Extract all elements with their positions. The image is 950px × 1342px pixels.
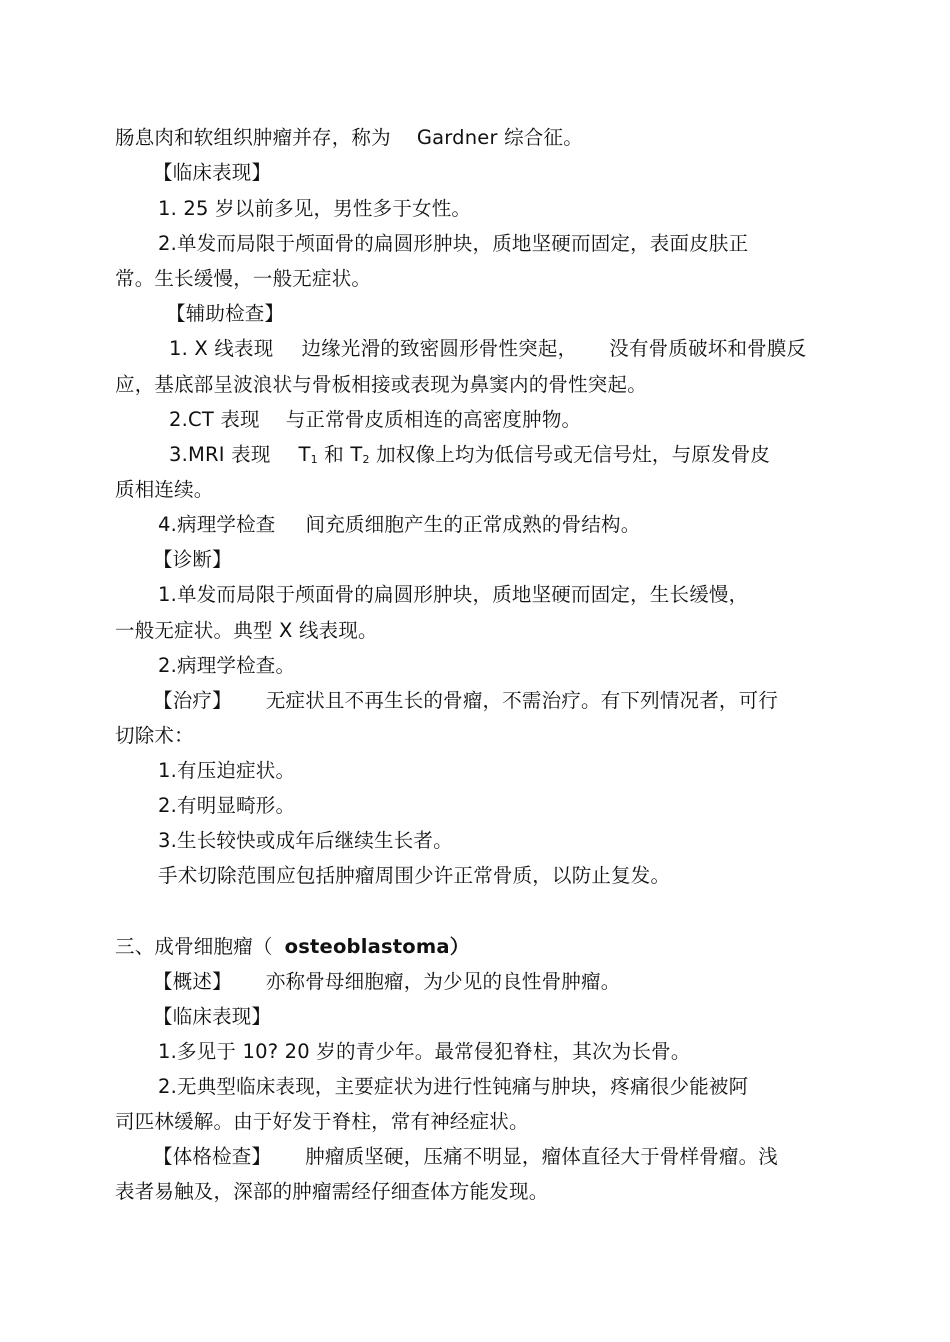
text-line: 手术切除范围应包括肿瘤周围少许正常骨质，以防止复发。 [158, 864, 671, 887]
list-item: 1. X 线表现 边缘光滑的致密圆形骨性突起， 没有骨质破坏和骨膜反 [169, 337, 807, 360]
text-line: 肠息肉和软组织肿瘤并存，称为 Gardner 综合征。 [115, 126, 583, 149]
list-item: 1.有压迫症状。 [158, 759, 296, 782]
section-heading-treatment: 【治疗】 无症状且不再生长的骨瘤，不需治疗。有下列情况者，可行 [153, 689, 779, 712]
list-item: 2.单发而局限于颅面骨的扁圆形肿块，质地坚硬而固定，表面皮肤正 [158, 232, 749, 255]
text-line: 质相连续。 [115, 478, 214, 501]
text-line: 司匹林缓解。由于好发于脊柱，常有神经症状。 [115, 1110, 529, 1133]
list-item: 4.病理学检查 间充质细胞产生的正常成熟的骨结构。 [158, 513, 641, 536]
list-item: 2.CT 表现 与正常骨皮质相连的高密度肿物。 [169, 408, 582, 431]
list-item: 2.病理学检查。 [158, 654, 296, 677]
section-heading-auxiliary: 【辅助检查】 [166, 302, 285, 325]
chapter-heading: 三、成骨细胞瘤（ osteoblastoma） [115, 935, 470, 958]
list-item: 1. 25 岁以前多见，男性多于女性。 [158, 197, 472, 220]
list-item: 1.多见于 10? 20 岁的青少年。最常侵犯脊柱，其次为长骨。 [158, 1040, 691, 1063]
text-line: 常。生长缓慢，一般无症状。 [115, 267, 372, 290]
text-line: 应，基底部呈波浪状与骨板相接或表现为鼻窦内的骨性突起。 [115, 373, 647, 396]
text-line: 一般无症状。典型 X 线表现。 [115, 619, 378, 642]
section-heading-clinical: 【临床表现】 [153, 1005, 272, 1028]
text-line: 切除术： [115, 724, 194, 747]
text-line: 表者易触及，深部的肿瘤需经仔细查体方能发现。 [115, 1180, 549, 1203]
section-heading-overview: 【概述】 亦称骨母细胞瘤，为少见的良性骨肿瘤。 [153, 970, 621, 993]
list-item: 1.单发而局限于颅面骨的扁圆形肿块，质地坚硬而固定，生长缓慢， [158, 583, 749, 606]
list-item: 2.有明显畸形。 [158, 794, 296, 817]
section-heading-physical-exam: 【体格检查】 肿瘤质坚硬，压痛不明显，瘤体直径大于骨样骨瘤。浅 [153, 1145, 779, 1168]
list-item: 2.无典型临床表现，主要症状为进行性钝痛与肿块，疼痛很少能被阿 [158, 1075, 749, 1098]
list-item: 3.生长较快或成年后继续生长者。 [158, 829, 453, 852]
list-item: 3.MRI 表现 T1 和 T2 加权像上均为低信号或无信号灶，与原发骨皮 [169, 443, 771, 466]
section-heading-clinical: 【临床表现】 [153, 161, 272, 184]
section-heading-diagnosis: 【诊断】 [153, 548, 232, 571]
